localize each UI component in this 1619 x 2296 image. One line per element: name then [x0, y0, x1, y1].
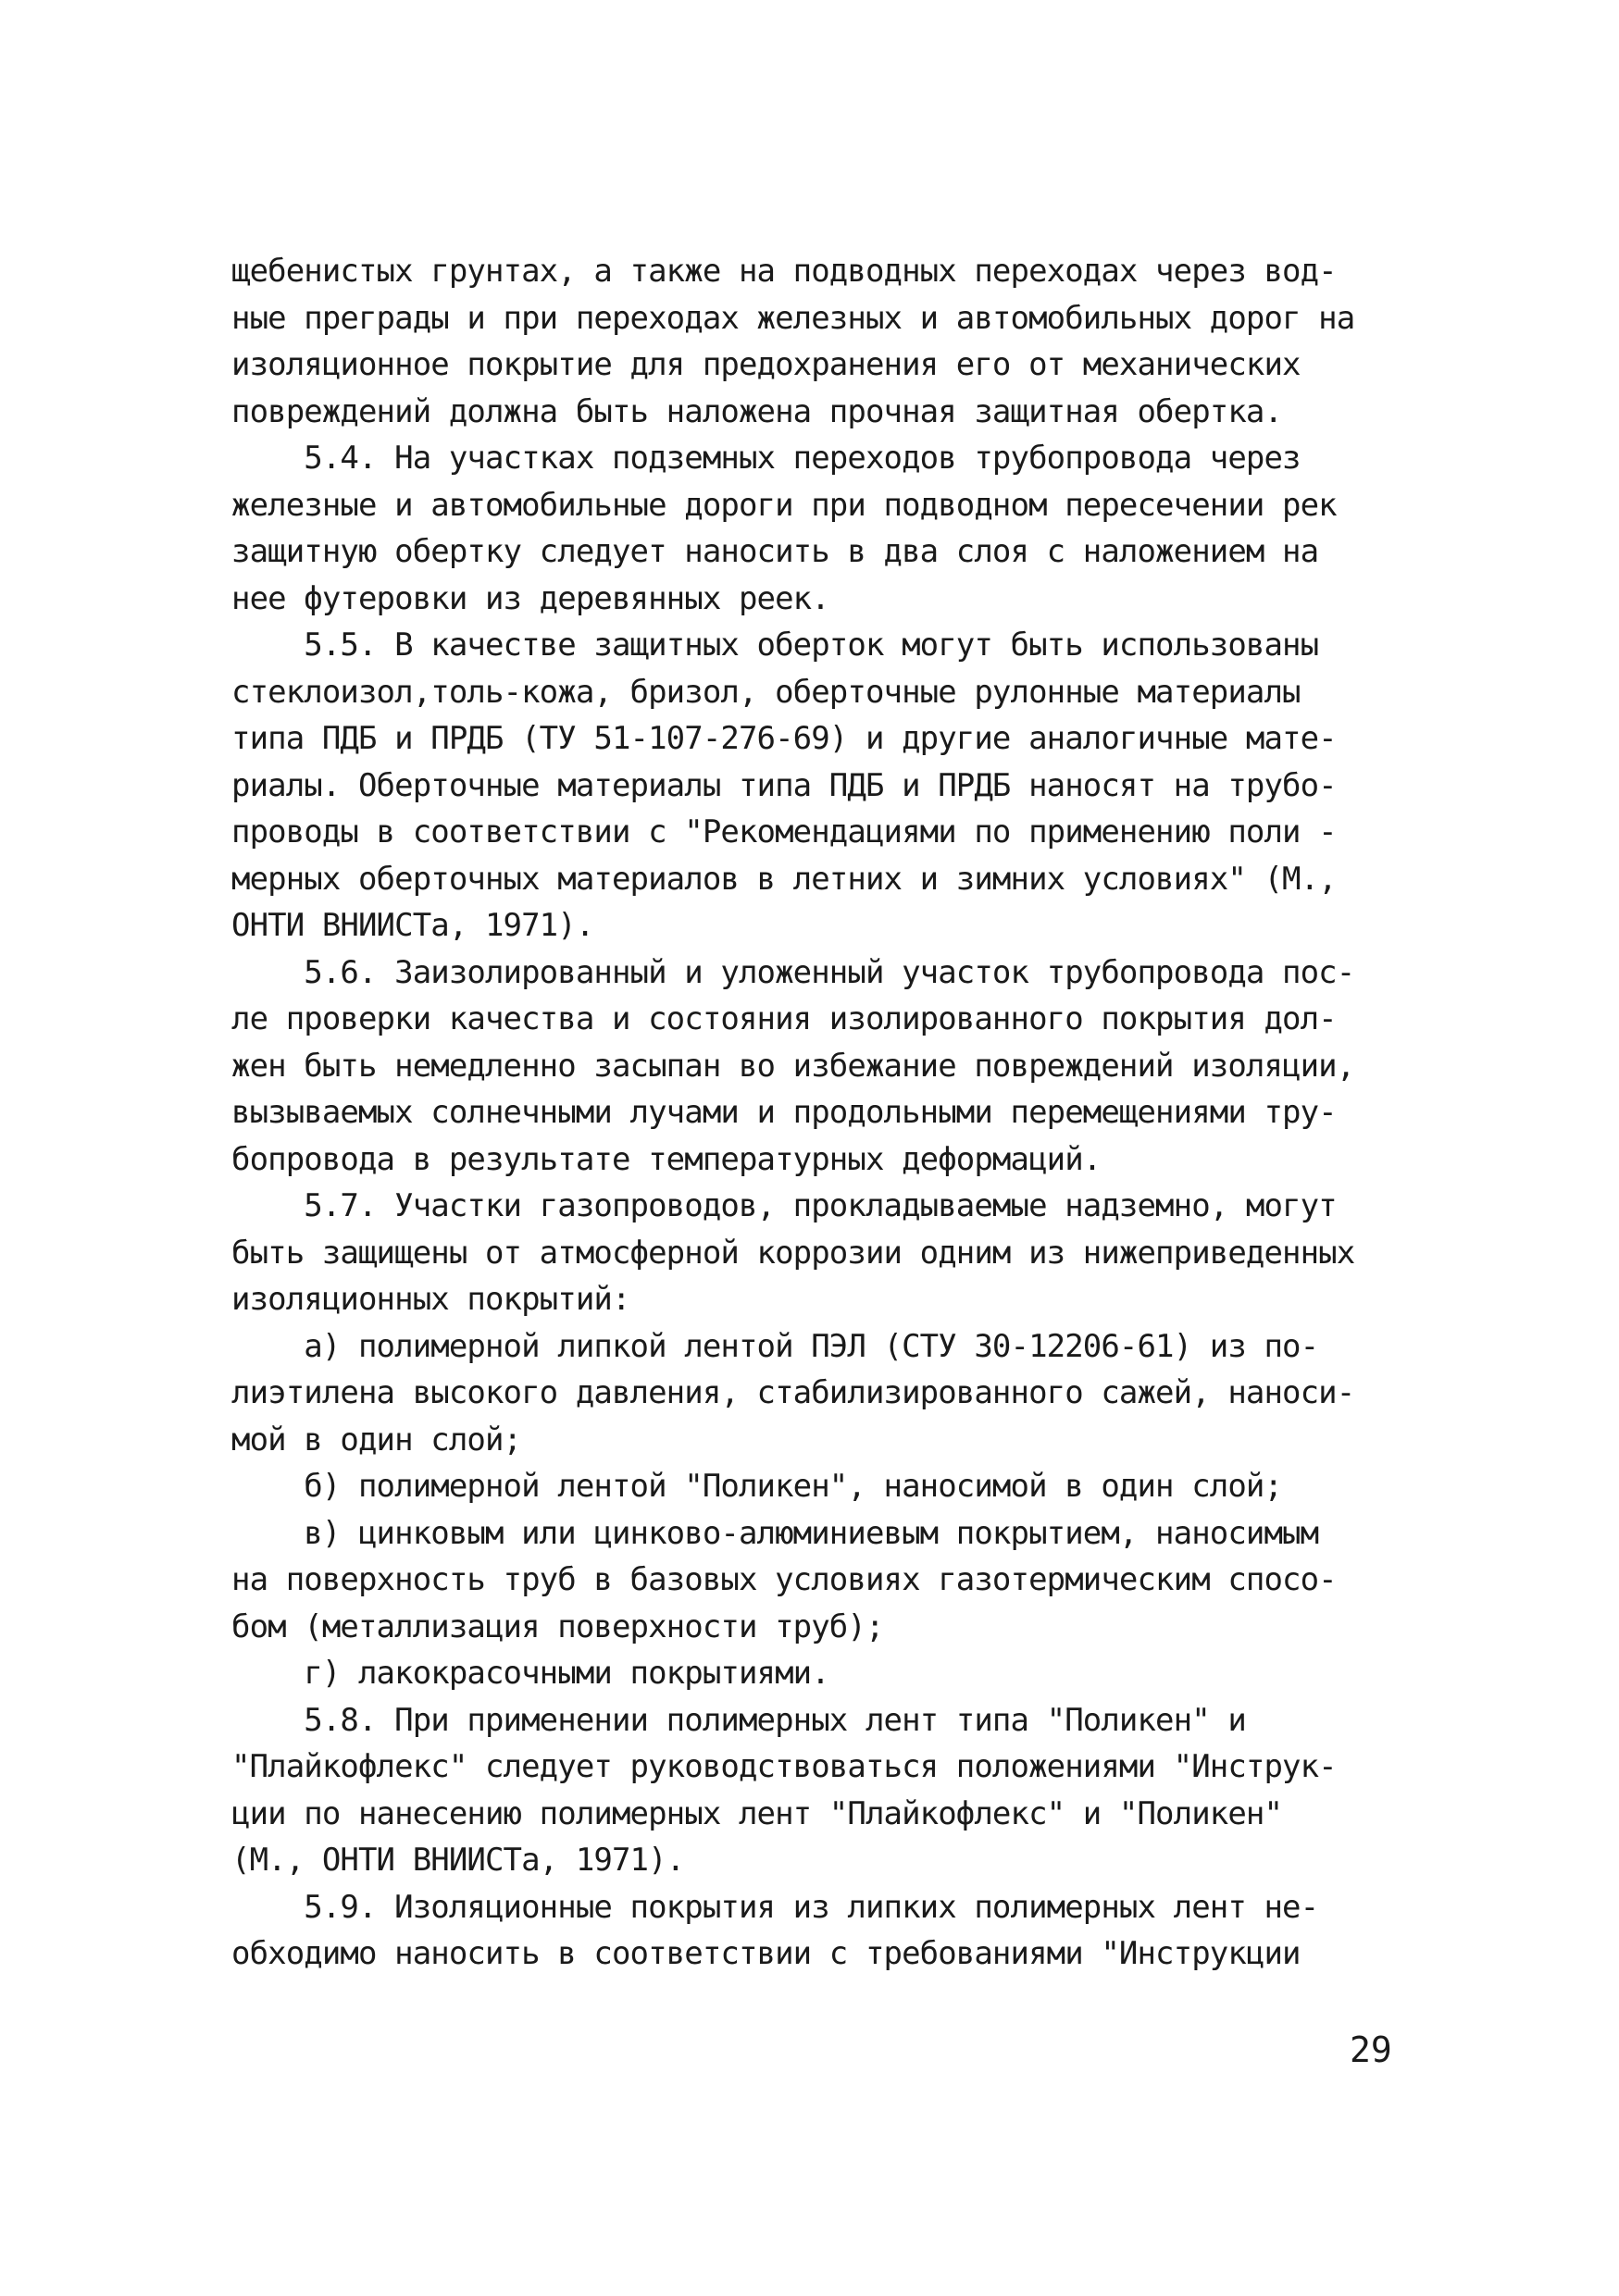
text-line: риалы. Оберточные материалы типа ПДБ и ПРДБ наносят на трубо- [231, 766, 1337, 804]
text-line: нее футеровки из деревянных реек. [231, 579, 829, 617]
text-line: бом (металлизация поверхности труб); [231, 1607, 884, 1645]
text-line: ОНТИ ВНИИСТа, 1971). [231, 907, 594, 944]
page-number: 29 [1350, 2029, 1392, 2070]
text-line: 5.9. Изоляционные покрытия из липких полимерных лент не- [231, 1888, 1319, 1926]
text-line: повреждений должна быть наложена прочная защитная обертка. [231, 392, 1283, 430]
text-line: стеклоизол,толь-кожа, бризол, оберточные рулонные материалы [231, 673, 1301, 711]
text-line: в) цинковым или цинково-алюминиевым покрытием, наносимым [231, 1514, 1319, 1552]
text-line: 5.6. Заизолированный и уложенный участок трубопровода пос- [231, 953, 1355, 991]
text-line: жен быть немедленно засыпан во избежание повреждений изоляции, [231, 1047, 1355, 1085]
text-line: обходимо наносить в соответствии с требованиями "Инструкции [231, 1935, 1301, 1972]
text-line: мерных оберточных материалов в летних и зимних условиях" (М., [231, 860, 1337, 898]
text-line: железные и автомобильные дороги при подводном пересечении рек [231, 486, 1337, 524]
text-line: вызываемых солнечными лучами и продольными перемещениями тру- [231, 1094, 1337, 1131]
text-line: ле проверки качества и состояния изолированного покрытия дол- [231, 1000, 1337, 1037]
text-line: типа ПДБ и ПРДБ (ТУ 51-107-276-69) и другие аналогичные мате- [231, 720, 1337, 757]
text-line: изоляционное покрытие для предохранения его от механических [231, 346, 1301, 383]
text-line: (М., ОНТИ ВНИИСТа, 1971). [231, 1842, 685, 1879]
text-line: лиэтилена высокого давления, стабилизированного сажей, наноси- [231, 1374, 1355, 1411]
text-line: г) лакокрасочными покрытиями. [231, 1655, 829, 1692]
text-line: защитную обертку следует наносить в два слоя с наложением на [231, 533, 1319, 570]
text-line: ные преграды и при переходах железных и автомобильных дорог на [231, 299, 1355, 337]
text-line: мой в один слой; [231, 1421, 522, 1458]
text-line: щебенистых грунтах, а также на подводных переходах через вод- [231, 253, 1337, 290]
text-line: бопровода в результате температурных деформаций. [231, 1140, 1102, 1178]
text-line: 5.7. Участки газопроводов, прокладываемые надземно, могут [231, 1187, 1337, 1224]
text-line: 5.5. В качестве защитных оберток могут быть использованы [231, 627, 1319, 664]
text-line: 5.4. На участках подземных переходов трубопровода через [231, 440, 1301, 477]
text-line: а) полимерной липкой лентой ПЭЛ (СТУ 30-12206-61) из по- [231, 1327, 1319, 1365]
text-line: б) полимерной лентой "Поликен", наносимой в один слой; [231, 1468, 1283, 1505]
text-line: быть защищены от атмосферной коррозии одним из нижеприведенных [231, 1234, 1355, 1272]
body-text [231, 248, 1426, 1978]
text-line: изоляционных покрытий: [231, 1281, 630, 1318]
text-line: проводы в соответствии с "Рекомендациями по применению поли - [231, 813, 1337, 850]
text-line: ции по нанесению полимерных лент "Плайкофлекс" и "Поликен" [231, 1794, 1283, 1832]
text-line: на поверхность труб в базовых условиях газотермическим спосо- [231, 1561, 1337, 1598]
text-line: 5.8. При применении полимерных лент типа "Поликен" и [231, 1701, 1246, 1739]
text-line: "Плайкофлекс" следует руководствоваться положениями "Инструк- [231, 1748, 1337, 1785]
